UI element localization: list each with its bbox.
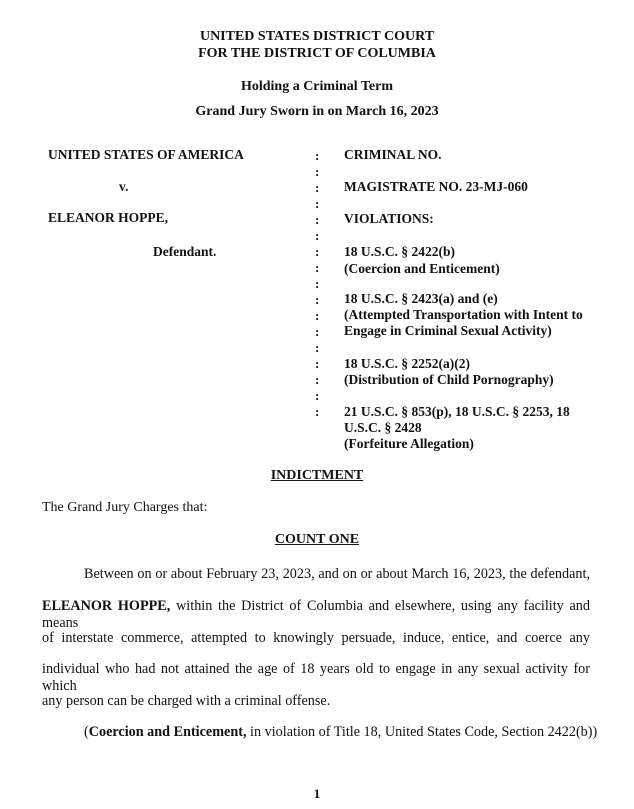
count-one-line-2: ELEANOR HOPPE, within the District of Columbia and elsewhere, using any facility and means <box>42 598 590 631</box>
violation-2-description: (Attempted Transportation with Intent to <box>344 307 583 322</box>
violation-1-statute: 18 U.S.C. § 2422(b) <box>344 244 456 259</box>
forfeiture-description: (Forfeiture Allegation) <box>344 436 474 451</box>
defendant-label: Defendant. <box>153 244 217 259</box>
count-one-line-4: individual who had not attained the age of 18 years old to engage in any sexual activity for which <box>42 661 590 694</box>
grand-jury-line: Grand Jury Sworn in on March 16, 2023 <box>195 104 439 119</box>
versus: v. <box>119 179 129 194</box>
count-one-line-5: any person can be charged with a criminal offense. <box>42 693 331 709</box>
count-one-line-1: Between on or about February 23, 2023, and on or about March 16, 2023, the defendant, <box>84 566 590 582</box>
forfeiture-statute-cont: U.S.C. § 2428 <box>344 420 422 435</box>
count-one-title: COUNT ONE <box>274 532 360 547</box>
magistrate-number: MAGISTRATE NO. 23-MJ-060 <box>344 179 528 194</box>
term-line: Holding a Criminal Term <box>240 79 394 94</box>
grand-jury-charges: The Grand Jury Charges that: <box>42 500 208 515</box>
forfeiture-statute: 21 U.S.C. § 853(p), 18 U.S.C. § 2253, 18 <box>344 404 570 419</box>
violations-label: VIOLATIONS: <box>344 211 434 226</box>
criminal-number: CRIMINAL NO. <box>344 147 442 162</box>
violation-2-statute: 18 U.S.C. § 2423(a) and (e) <box>344 291 498 306</box>
defendant-name-inline: ELEANOR HOPPE, <box>42 598 171 614</box>
violation-1-description: (Coercion and Enticement) <box>344 261 500 276</box>
violation-3-statute: 18 U.S.C. § 2252(a)(2) <box>344 356 470 371</box>
citation-offense: Coercion and Enticement, <box>88 724 247 740</box>
count-one-citation: (Coercion and Enticement, in violation of Title 18, United States Code, Section 2422(b)) <box>84 724 598 740</box>
count-one-line-3: of interstate commerce, attempted to knowingly persuade, induce, entice, and coerce any <box>42 630 590 646</box>
page-number: 1 <box>313 786 321 801</box>
count-title-wrap <box>0 532 634 548</box>
indictment-title: INDICTMENT <box>270 468 364 483</box>
violation-3-description: (Distribution of Child Pornography) <box>344 372 554 387</box>
indictment-title-wrap <box>0 468 634 484</box>
defendant-name: ELEANOR HOPPE, <box>48 210 169 225</box>
plaintiff-name: UNITED STATES OF AMERICA <box>48 147 244 162</box>
court-name: UNITED STATES DISTRICT COURT <box>199 29 435 44</box>
indictment-page: UNITED STATES DISTRICT COURT FOR THE DISTRICT OF COLUMBIA Holding a Criminal Term Grand Jury Sworn in on March 16, 2023 UNITED STATES OF AMERICA v. ELEANOR HOPPE, Defendant. : : : : : : : : : : : : : : : : : CRIMINAL NO. MAGISTRATE NO. 23-MJ-060 VIOLATIONS: 18 U.S.C. § 2422(b) (Coercion and Enticement) 18 U.S.C. § 2423(a) and (e) (Attempted Transportation with Intent to Engage in Criminal Sexual Activity) 18 U.S.C. § 2252(a)(2) (Distribution of Child Pornography) 21 U.S.C. § 853(p), 18 U.S.C. § 2253, 18 U.S.C. § 2428 (Forfeiture Allegation) INDICTMENT The Grand Jury Charges that: COUNT ONE Between on or about February 23, 2023, and on or about March 16, 2023, the defendant, ELEANOR HOPPE, within the District of Columbia and elsewhere, using any facility and means of interstate commerce, attempted to knowingly persuade, induce, entice, and coerce any individual who had not attained the age of 18 years old to engage in any sexual activity for which any person can be charged with a criminal offense. (Coercion and Enticement, in violation of Title 18, United States Code, Section 2422(b)) 1 <box>0 0 634 809</box>
court-district: FOR THE DISTRICT OF COLUMBIA <box>198 46 436 61</box>
violation-2-description-cont: Engage in Criminal Sexual Activity) <box>344 323 552 338</box>
